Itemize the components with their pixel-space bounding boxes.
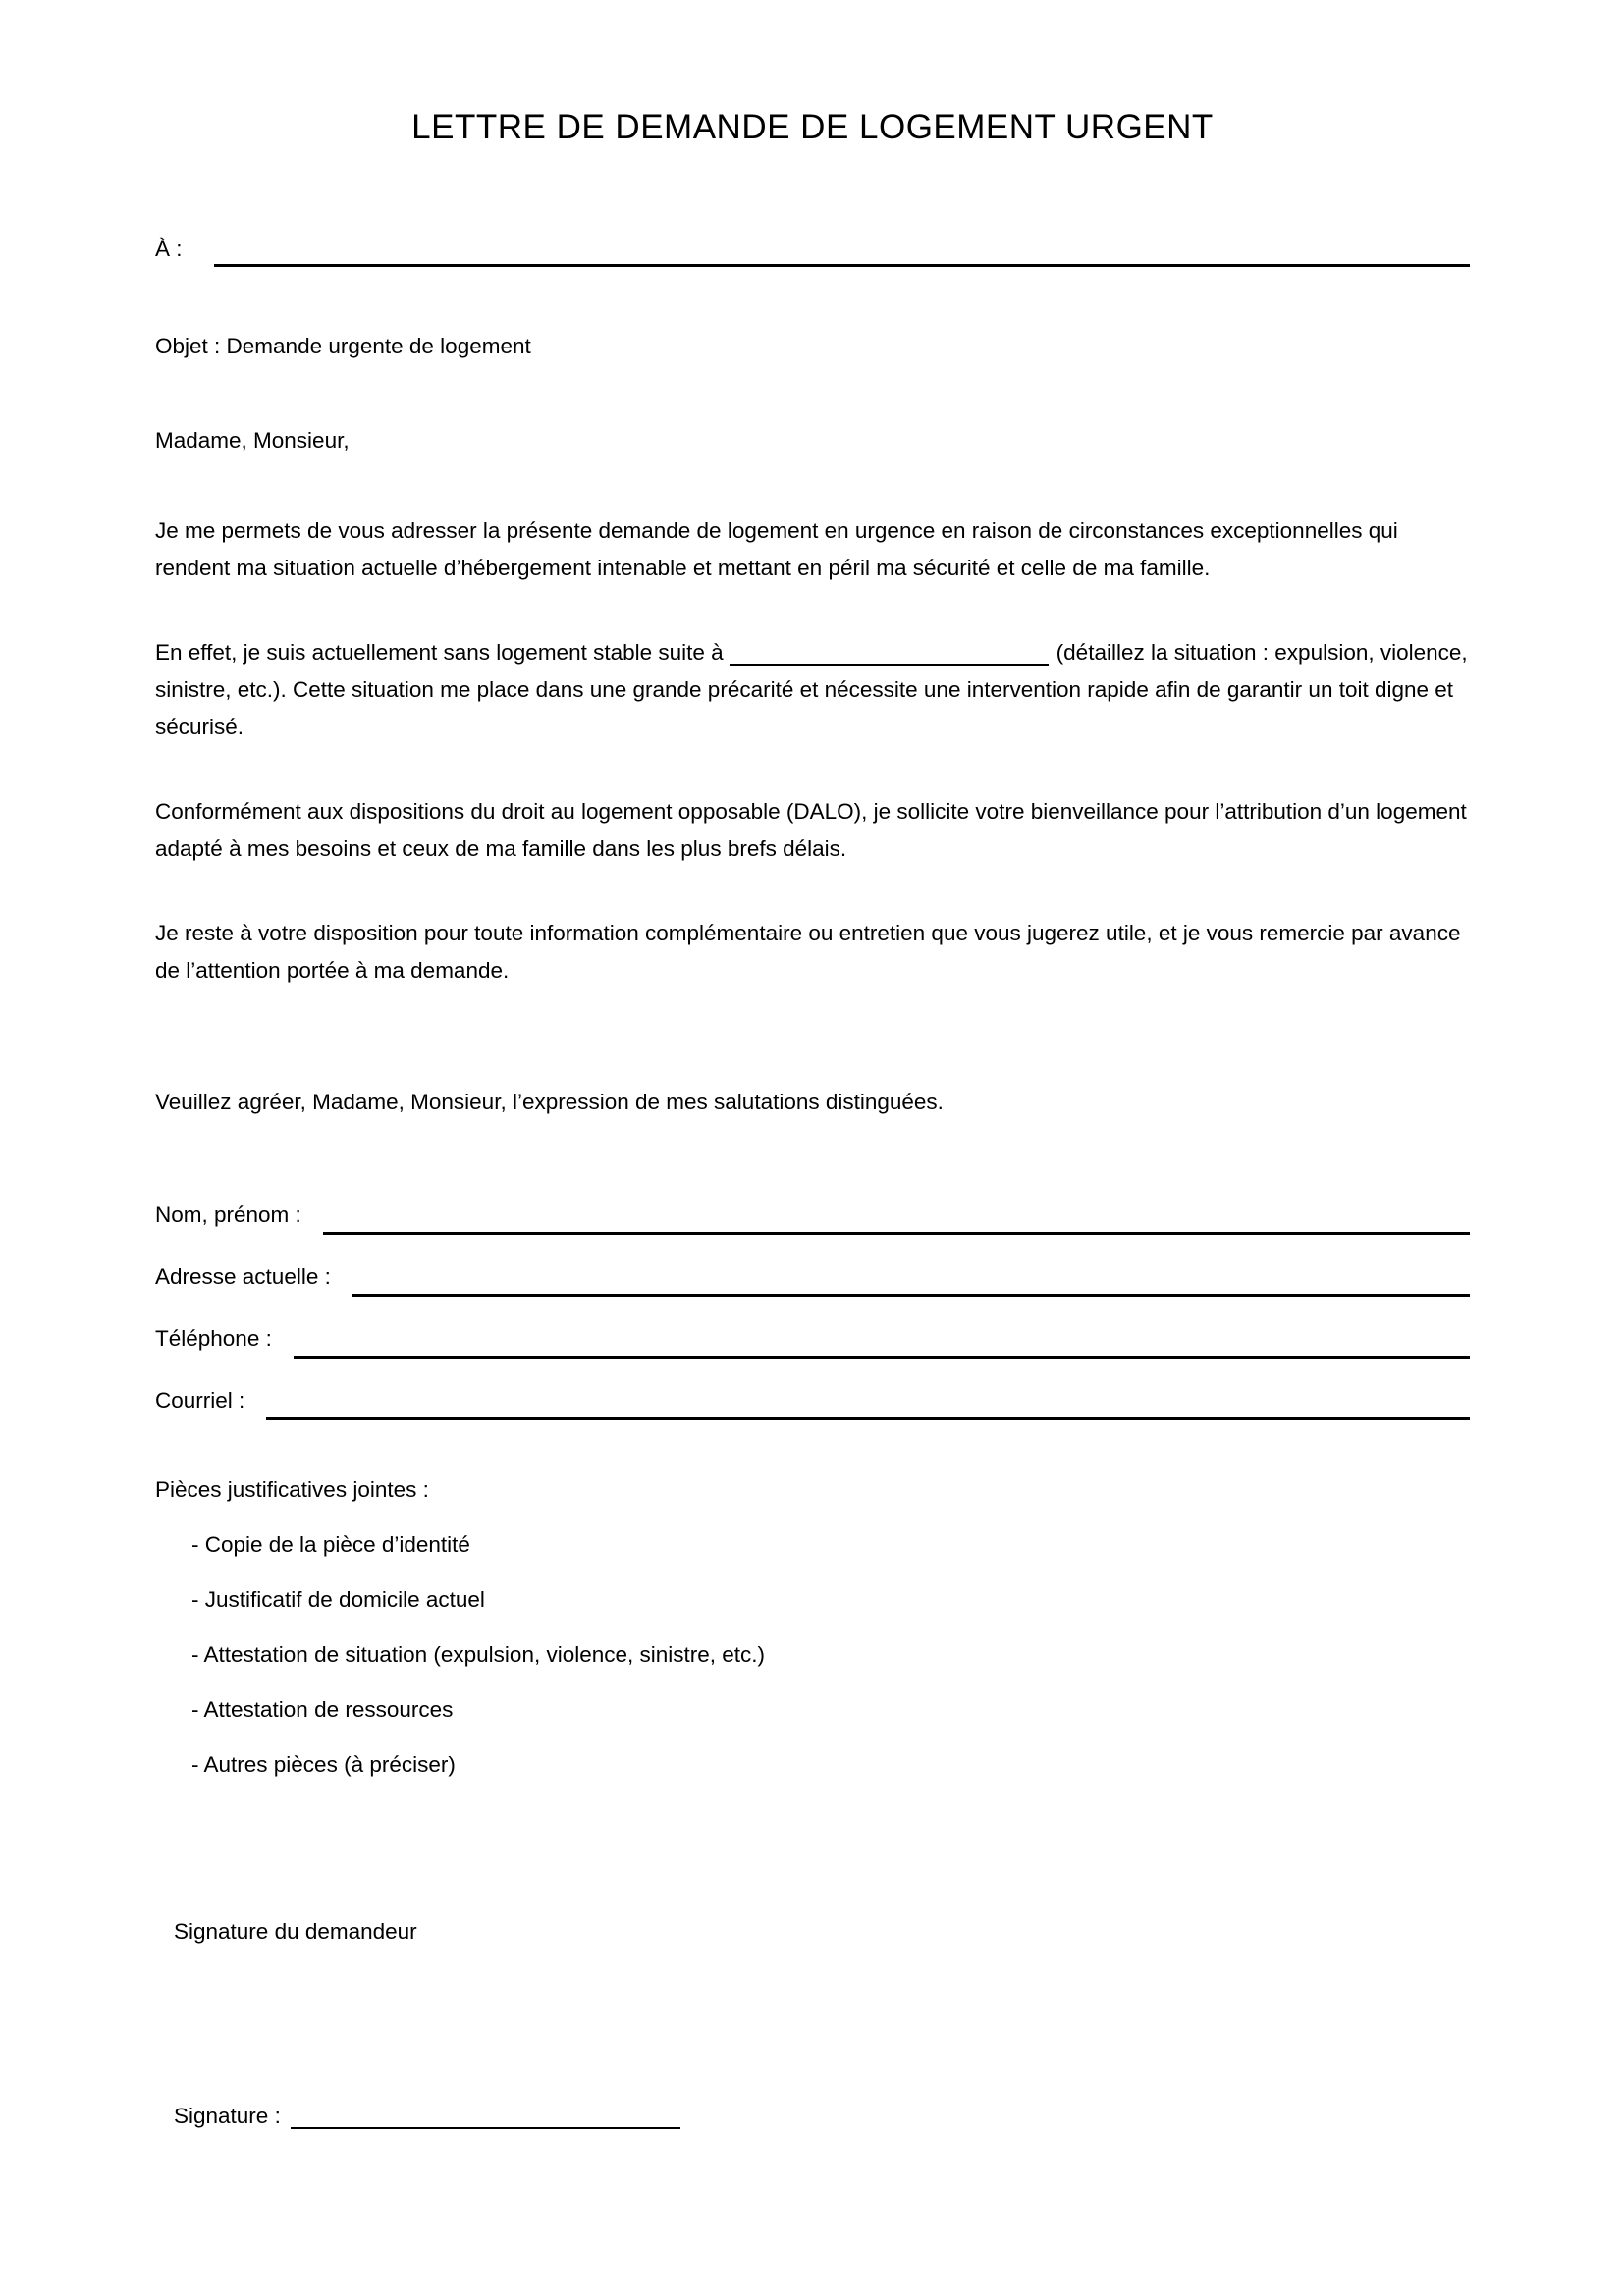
address-blank-line[interactable] bbox=[352, 1261, 1470, 1297]
attachment-item-situation: - Attestation de situation (expulsion, violence, sinistre, etc.) bbox=[191, 1642, 766, 1667]
name-blank-line[interactable] bbox=[323, 1200, 1470, 1235]
email-field-label: Courriel : bbox=[155, 1388, 245, 1413]
field-row-phone bbox=[155, 1323, 1470, 1359]
field-row-address bbox=[155, 1261, 1470, 1297]
name-field-label: Nom, prénom : bbox=[155, 1202, 301, 1227]
attachment-item-domicile: - Justificatif de domicile actuel bbox=[191, 1587, 485, 1612]
signature-blank-line[interactable] bbox=[291, 2117, 680, 2129]
paragraph-situation-after: (détaillez la situation : expulsion, violence, sinistre, etc.). Cette situation me place dans une grande précarité et nécessite une intervention rapide afin de garantir un toit digne et sécurisé. bbox=[155, 640, 1468, 739]
attachments-section bbox=[155, 1475, 1470, 1780]
paragraph-dalo: Conformément aux dispositions du droit au logement opposable (DALO), je sollicite votre bienveillance pour l’attribution d’un logement adapté à mes besoins et ceux de ma famille dans les plus brefs délais. bbox=[155, 799, 1467, 861]
field-row-email bbox=[155, 1385, 1470, 1420]
recipient-row bbox=[155, 232, 1470, 267]
situation-blank-line[interactable] bbox=[730, 654, 1049, 666]
paragraph-situation bbox=[155, 634, 1470, 746]
subject-line: Objet : Demande urgente de logement bbox=[155, 334, 531, 358]
signature-label: Signature : bbox=[174, 2104, 281, 2128]
signature-section-heading: Signature du demandeur bbox=[174, 1919, 417, 1944]
address-field-label: Adresse actuelle : bbox=[155, 1264, 331, 1289]
phone-blank-line[interactable] bbox=[294, 1323, 1470, 1359]
attachment-item-identity: - Copie de la pièce d’identité bbox=[191, 1532, 470, 1557]
paragraph-availability: Je reste à votre disposition pour toute information complémentaire ou entretien que vous jugerez utile, et je vous remercie par avance de l’attention portée à ma demande. bbox=[155, 921, 1461, 983]
attachment-item-autres: - Autres pièces (à préciser) bbox=[191, 1752, 456, 1777]
attachment-item-ressources: - Attestation de ressources bbox=[191, 1697, 454, 1722]
field-row-name bbox=[155, 1200, 1470, 1235]
recipient-label: À : bbox=[155, 237, 183, 261]
recipient-blank-line[interactable] bbox=[214, 232, 1470, 267]
email-blank-line[interactable] bbox=[266, 1385, 1470, 1420]
contact-fields bbox=[155, 1200, 1470, 1420]
paragraph-intro: Je me permets de vous adresser la présente demande de logement en urgence en raison de circonstances exceptionnelles qui rendent ma situation actuelle d’hébergement intenable et mettant en péril ma sécurité et celle de ma famille. bbox=[155, 518, 1398, 580]
signature-row bbox=[155, 2102, 1470, 2131]
paragraph-situation-before: En effet, je suis actuellement sans logement stable suite à bbox=[155, 640, 724, 665]
page-title: LETTRE DE DEMANDE DE LOGEMENT URGENT bbox=[411, 108, 1214, 146]
phone-field-label: Téléphone : bbox=[155, 1326, 272, 1351]
closing-formula: Veuillez agréer, Madame, Monsieur, l’expression de mes salutations distinguées. bbox=[155, 1090, 944, 1114]
attachments-heading: Pièces justificatives jointes : bbox=[155, 1477, 429, 1502]
salutation: Madame, Monsieur, bbox=[155, 428, 350, 453]
